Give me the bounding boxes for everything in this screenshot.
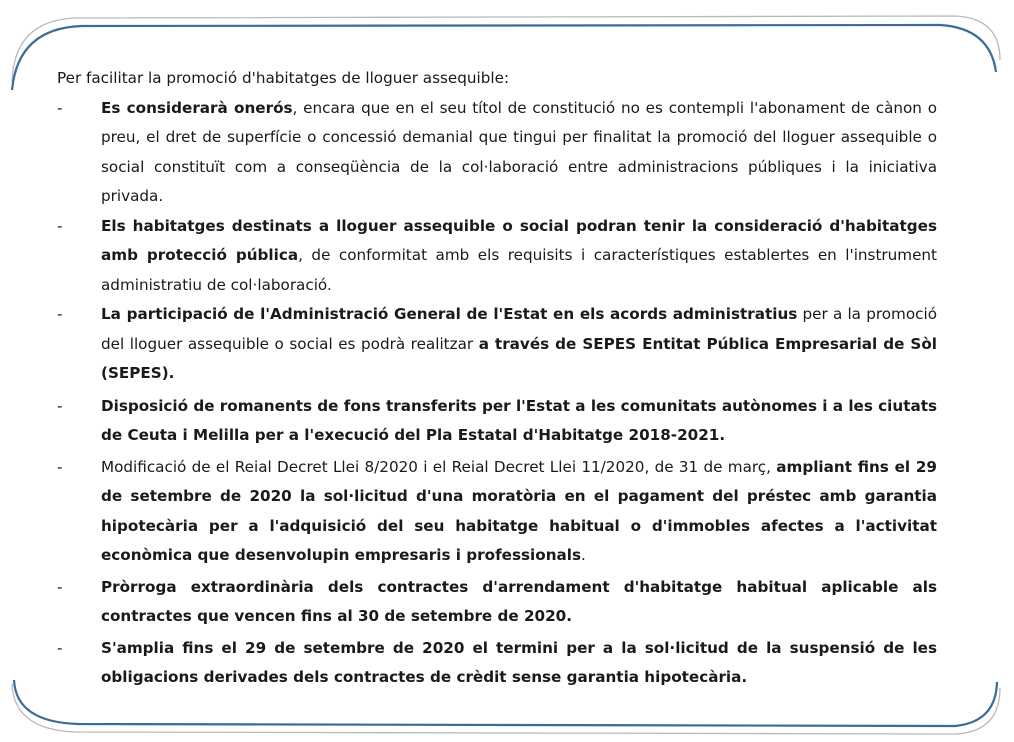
measures-list — [57, 94, 937, 693]
list-item-text — [101, 94, 937, 212]
bullet-dash: - — [57, 396, 63, 415]
list-item-text — [101, 453, 937, 571]
bullet-dash: - — [57, 457, 63, 476]
bullet-dash: - — [57, 98, 63, 117]
document-content — [57, 64, 937, 693]
bold-text: Es considerarà onerós — [101, 98, 293, 117]
list-item — [57, 212, 937, 301]
list-item-text — [101, 212, 937, 301]
bold-text: S'amplia fins el 29 de setembre de 2020 el termini per a la sol·licitud de la suspensió de les obligacions derivades dels contractes de crèdit sense garantia hipotecària. — [101, 638, 937, 686]
list-item-text — [101, 300, 937, 389]
bold-text: a través de SEPES Entitat Pública Empresarial de Sòl (SEPES). — [101, 334, 938, 382]
list-item — [57, 300, 937, 389]
regular-text: . — [581, 546, 586, 564]
bullet-dash: - — [57, 638, 63, 657]
bold-text: ampliant fins el 29 de setembre de 2020 la sol·licitud d'una moratòria en el pagament del préstec amb garantia hipotecària per a l'adquisició del seu habitatge habitual o d'immobles afectes a l'activitat econòmica que desenvolupin empresaris i professionals — [101, 457, 937, 564]
regular-text: Modificació de el Reial Decret Llei 8/2020 i el Reial Decret Llei 11/2020, de 31 de març, — [101, 457, 777, 476]
bold-text: Pròrroga extraordinària dels contractes d'arrendament d'habitatge habitual aplicable als contractes que vencen fins al 30 de setembre de 2020. — [101, 577, 937, 625]
regular-text: , encara que en el seu títol de constitució no es contempli l'abonament de cànon o preu, el dret de superfície o concessió demanial que tingui per finalitat la promoció del lloguer assequible o social constituït com a conseqüència de la col·laboració entre administracions públiques i la iniciativa privada. — [101, 98, 937, 205]
list-item — [57, 94, 937, 212]
intro-text: Per facilitar la promoció d'habitatges de lloguer assequible: — [57, 69, 510, 87]
bold-text: Disposició de romanents de fons transferits per l'Estat a les comunitats autònomes i a les ciutats de Ceuta i Melilla per a l'execució del Pla Estatal d'Habitatge 2018-2021. — [101, 396, 937, 444]
bullet-dash: - — [57, 216, 63, 235]
list-item — [57, 634, 937, 693]
list-item-text — [101, 634, 937, 693]
list-item — [57, 573, 937, 632]
regular-text: , de conformitat amb els requisits i característiques establertes en l'instrument administratiu de col·laboració. — [101, 246, 937, 294]
list-item — [57, 453, 937, 571]
list-item-text — [101, 392, 937, 451]
bold-text: La participació de l'Administració General de l'Estat en els acords administratius — [101, 305, 798, 323]
list-item — [57, 392, 937, 451]
bullet-dash: - — [57, 577, 63, 596]
regular-text: per a la promoció del lloguer assequible o social es podrà realitzar — [101, 305, 937, 353]
bold-text: Els habitatges destinats a lloguer assequible o social podran tenir la consideració d'habitatges amb protecció pública — [101, 216, 937, 264]
list-item-text — [101, 573, 937, 632]
bullet-dash: - — [57, 305, 63, 323]
